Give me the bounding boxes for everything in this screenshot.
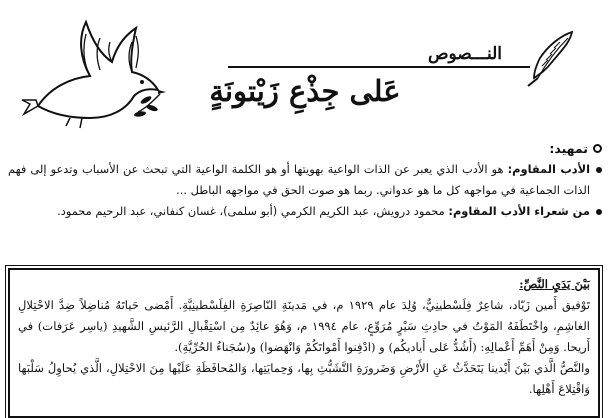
definition-text: هو الأدب الذي يعبر عن الذات الواعية بهويتها أو هو الكلمة الواعية التي تبحث عن الأسباب وتدعو إلى فهم الذات الجماعية في مواجهه كل ما هو عدواني. ربما هو صوت الحق في مواجهه الباطل ... bbox=[8, 162, 590, 197]
passage-heading: بَيْنَ يَدَيِ النَّصِّ: bbox=[519, 277, 590, 291]
ring-bullet-icon bbox=[593, 144, 602, 153]
section-label: النـــصوص bbox=[427, 44, 503, 64]
section-divider bbox=[228, 66, 530, 68]
poets-text: محمود درويش، عبد الكريم الكرمي (أبو سلمى)، غسان كنفاني، عبد الرحيم محمود. bbox=[57, 204, 449, 218]
definition-item bbox=[8, 159, 602, 201]
header bbox=[0, 0, 608, 132]
poets-item bbox=[8, 201, 602, 222]
bullet-icon bbox=[596, 167, 602, 173]
poets-term: من شعراء الأدب المقاوم: bbox=[448, 204, 590, 218]
definition-term: الأدب المقاوم: bbox=[507, 162, 590, 176]
lesson-title: عَلى جِذْعِ زَيْتونَةٍ bbox=[209, 74, 401, 108]
passage-paragraph: والنَّصُّ الَّذي بَيْنَ أَيْدينا يَتَحَدَّثُ عَنِ الأَرْضِ وَضَرورَةِ التَّشَبُّثِ بِها، وَحِمايَتِها، وَالمُحافَظَةِ عَلَيْها مِنَ الاحْتِلالِ، الَّذي يُحاوِلُ سَلْبَها وَاقْتِلاعَ أَهْلِها. bbox=[18, 361, 590, 396]
dove-with-olive-branch-icon bbox=[20, 18, 170, 130]
quill-pen-icon bbox=[520, 28, 580, 88]
passage-box bbox=[8, 268, 600, 418]
introduction bbox=[8, 138, 602, 222]
bullet-icon bbox=[596, 209, 602, 215]
passage-paragraph: تَوْفيق أَمين زَيّاد، شاعِرٌ فِلَسْطينِيٌّ، وُلِدَ عام ١٩٢٩ م، في مَدينَةِ النّاصِرَةِ الفِلَسْطينِيَّةِ. أَمْضى حَياتَهُ مُناضِلاً ضِدَّ الاحْتِلالِ الغاشِمِ، واخْتَطَفَهُ المَوْتُ في حادِثِ سَيْرٍ مُرَوِّعٍ، عام ١٩٩٤ م، وَهُوَ عائِدٌ مِن اسْتِقْبالِ الرَّئيسِ الشَّهيدِ (ياسِر عَرَفات) في أَريحا. وَمِنْ أَهَمِّ أَعْمالِهِ: (أَشُدُّ عَلى أَياديكُم) و (ادْفِنوا أَمْواتَكُمْ وَانْهَضوا) و(سُجَناءُ الحُرِّيَّةِ). bbox=[18, 298, 591, 354]
intro-heading: تمهيد: bbox=[8, 138, 602, 159]
